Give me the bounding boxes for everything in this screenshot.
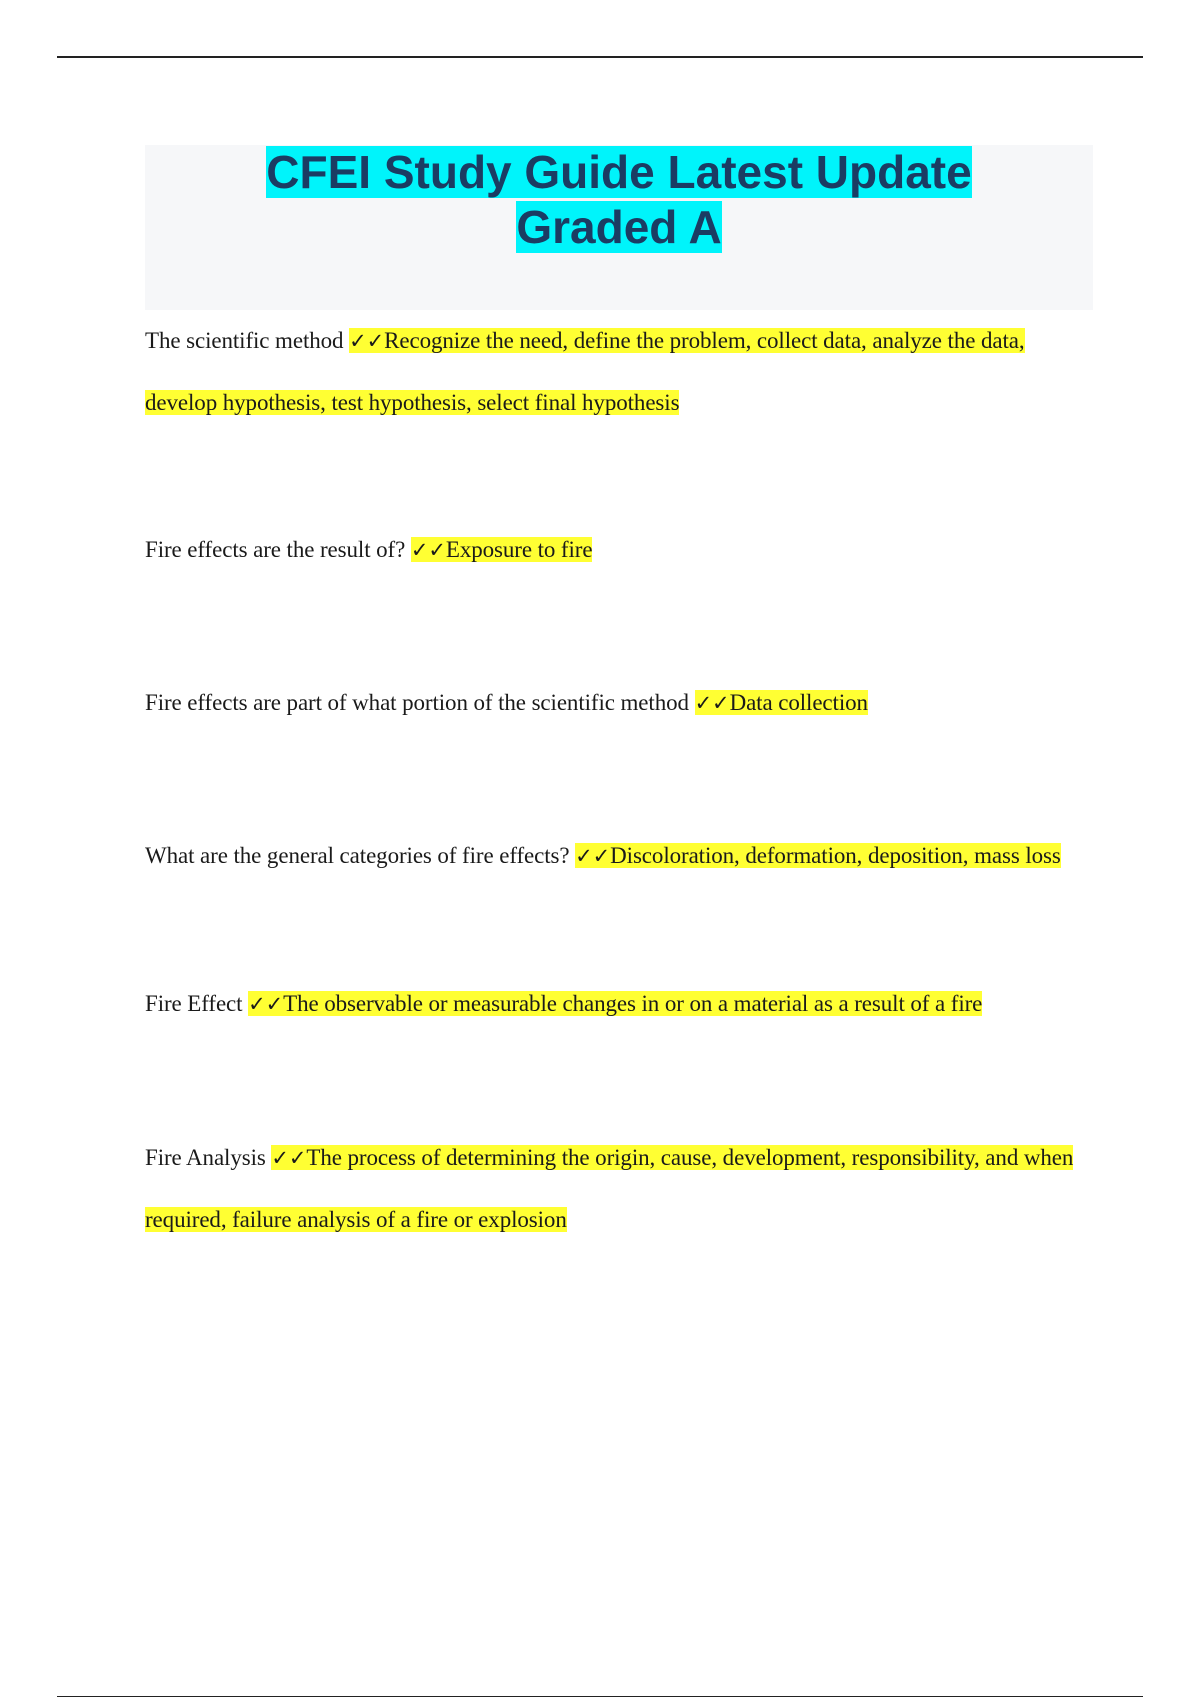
answer-text: Exposure to fire [445, 537, 593, 562]
answer-highlight [411, 537, 593, 562]
double-check-icon: ✓✓ [349, 329, 385, 353]
double-check-icon: ✓✓ [271, 1146, 307, 1170]
answer-highlight [695, 690, 868, 715]
qa-item [145, 825, 1093, 887]
question-text: Fire Analysis [145, 1145, 266, 1170]
question-text: Fire effects are part of what portion of the scientific method [145, 690, 689, 715]
double-check-icon: ✓✓ [575, 844, 611, 868]
header-rule [57, 56, 1143, 58]
footer-rule [57, 1696, 1143, 1697]
question-text: The scientific method [145, 328, 344, 353]
answer-text: Data collection [729, 690, 868, 715]
title-line-2: Graded A [516, 201, 722, 253]
qa-item [145, 519, 1093, 581]
double-check-icon: ✓✓ [694, 691, 730, 715]
title-block [145, 145, 1093, 310]
answer-text: The observable or measurable changes in or on a material as a result of a fire [283, 991, 983, 1016]
answer-highlight [575, 843, 1061, 868]
qa-item [145, 1127, 1093, 1250]
qa-item [145, 310, 1093, 433]
question-text: What are the general categories of fire effects? [145, 843, 570, 868]
qa-item [145, 973, 1093, 1035]
double-check-icon: ✓✓ [410, 538, 446, 562]
title-line-1: CFEI Study Guide Latest Update [266, 146, 972, 198]
answer-text: The process of determining the origin, cause, development, responsibility, and when required, failure analysis of a fire or explosion [145, 1145, 1074, 1232]
answer-highlight [145, 1145, 1073, 1232]
page-title [145, 145, 1093, 255]
qa-item [145, 672, 1093, 734]
answer-highlight [248, 991, 982, 1016]
question-text: Fire effects are the result of? [145, 537, 406, 562]
answer-text: Discoloration, deformation, deposition, mass loss [610, 843, 1061, 868]
question-text: Fire Effect [145, 991, 243, 1016]
document-body [145, 145, 1093, 1250]
double-check-icon: ✓✓ [248, 992, 284, 1016]
answer-text: Recognize the need, define the problem, collect data, analyze the data, develop hypothesis, test hypothesis, select final hypothesis [145, 328, 1025, 415]
